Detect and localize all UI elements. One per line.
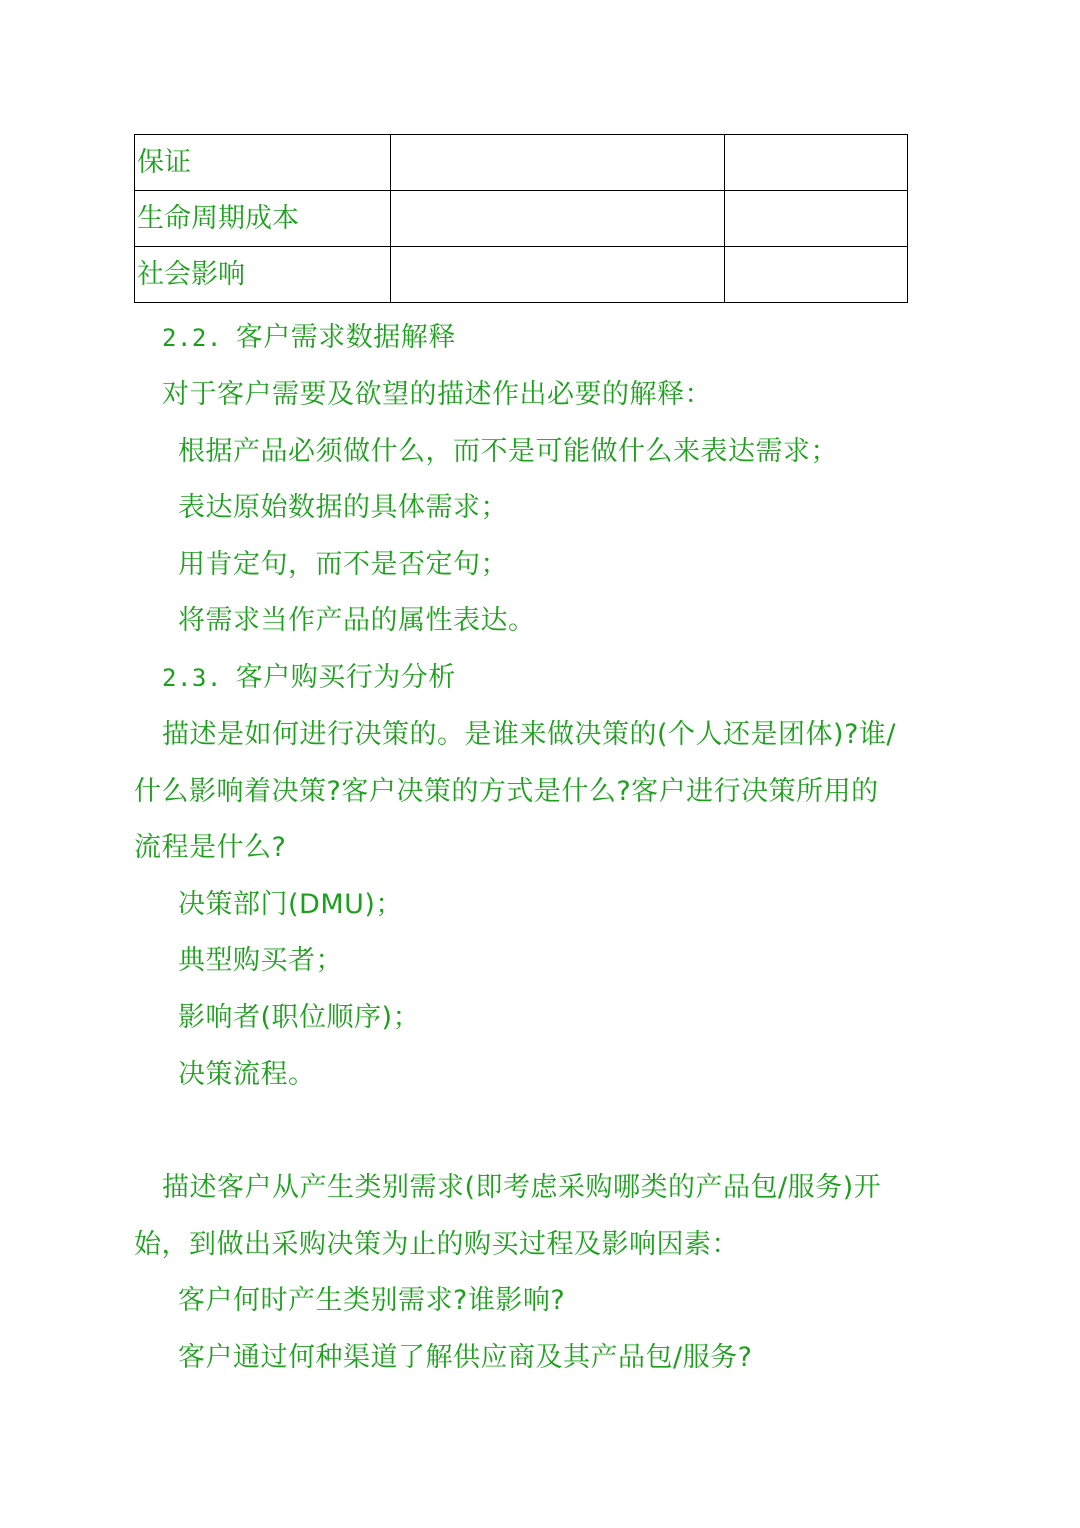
list-item: 决策部门(DMU)； <box>178 889 403 920</box>
table-row <box>135 247 908 303</box>
section-title: 客户购买行为分析 <box>235 662 456 693</box>
table-cell <box>390 247 724 303</box>
paragraph: 对于客户需要及欲望的描述作出必要的解释： <box>162 379 712 410</box>
table-row <box>135 191 908 247</box>
list-item: 影响者(职位顺序)； <box>178 1002 421 1033</box>
paragraph-line: 流程是什么? <box>134 832 287 863</box>
list-item: 决策流程。 <box>178 1059 316 1090</box>
paragraph-line: 什么影响着决策?客户决策的方式是什么?客户进行决策所用的 <box>134 776 879 807</box>
paragraph-line: 描述是如何进行决策的。是谁来做决策的(个人还是团体)?谁/ <box>162 719 896 750</box>
list-item: 表达原始数据的具体需求； <box>178 492 508 523</box>
paragraph-line: 始，到做出采购决策为止的购买过程及影响因素： <box>134 1229 739 1260</box>
table-cell-label: 保证 <box>135 135 391 191</box>
table-cell <box>390 191 724 247</box>
section-number: 2.3. <box>162 664 222 692</box>
table-cell <box>390 135 724 191</box>
list-item: 典型购买者； <box>178 945 343 976</box>
section-heading-2-3 <box>162 658 456 698</box>
table-cell <box>724 135 907 191</box>
table-cell-label: 社会影响 <box>135 247 391 303</box>
section-heading-2-2 <box>162 318 456 358</box>
table-cell-label: 生命周期成本 <box>135 191 391 247</box>
section-title: 客户需求数据解释 <box>235 322 456 353</box>
paragraph-line: 描述客户从产生类别需求(即考虑采购哪类的产品包/服务)开 <box>162 1172 882 1203</box>
list-item: 用肯定句，而不是否定句； <box>178 549 508 580</box>
section-number: 2.2. <box>162 324 222 352</box>
list-item: 将需求当作产品的属性表达。 <box>178 605 536 636</box>
table-row <box>135 135 908 191</box>
table-cell <box>724 247 907 303</box>
requirements-table <box>134 134 908 303</box>
table-cell <box>724 191 907 247</box>
list-item: 客户通过何种渠道了解供应商及其产品包/服务? <box>178 1342 753 1373</box>
list-item: 根据产品必须做什么，而不是可能做什么来表达需求； <box>178 436 838 467</box>
list-item: 客户何时产生类别需求?谁影响? <box>178 1285 566 1316</box>
